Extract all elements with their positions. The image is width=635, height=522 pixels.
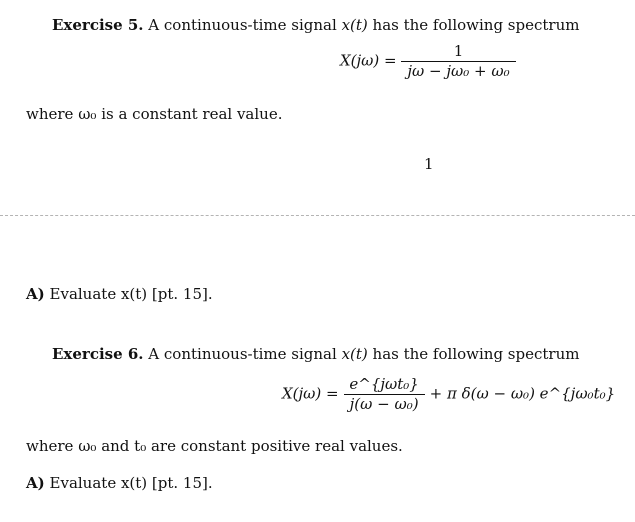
exercise-5-part-text: Evaluate x(t) [pt. 15]. [44, 285, 213, 303]
exercise-5-equation [340, 44, 516, 79]
exercise-6-part-letter: A) [26, 474, 45, 492]
exercise-6-equation [282, 377, 615, 412]
exercise-5-part-a [26, 285, 213, 303]
exercise-6-numerator: e^{jωt₀} [349, 375, 419, 393]
exercise-6-lhs: X(jω) = [282, 384, 339, 403]
exercise-5-intro-b: has the following spectrum [367, 16, 580, 34]
exercise-5-title: Exercise 5. [52, 16, 144, 34]
exercise-6-where: where ω₀ and t₀ are constant positive real values. [26, 437, 403, 455]
exercise-6-rhs: + π δ(ω − ω₀) e^{jω₀t₀} [429, 384, 616, 403]
exercise-6-intro-b: has the following spectrum [367, 345, 580, 363]
exercise-6-heading [52, 345, 579, 363]
exercise-6-denominator: j(ω − ω₀) [344, 394, 425, 412]
exercise-5-heading [52, 16, 579, 34]
exercise-5-fraction [401, 44, 515, 79]
exercise-6-intro-a: A continuous-time signal [143, 345, 342, 363]
exercise-5-intro-a: A continuous-time signal [143, 16, 342, 34]
exercise-6-part-a [26, 474, 213, 492]
exercise-5-part-letter: A) [26, 285, 45, 303]
exercise-6-part-text: Evaluate x(t) [pt. 15]. [44, 474, 213, 492]
page-number: 1 [424, 155, 434, 173]
exercise-5-numerator: 1 [453, 42, 464, 60]
page-break-divider [0, 215, 635, 216]
exercise-5-denominator: jω − jω₀ + ω₀ [401, 61, 515, 79]
exercise-6-signal: x(t) [341, 345, 368, 363]
exercise-6-fraction [343, 377, 424, 412]
exercise-5-lhs: X(jω) = [340, 51, 397, 70]
exercise-5-where: where ω₀ is a constant real value. [26, 105, 283, 123]
exercise-6-title: Exercise 6. [52, 345, 144, 363]
exercise-5-signal: x(t) [341, 16, 368, 34]
